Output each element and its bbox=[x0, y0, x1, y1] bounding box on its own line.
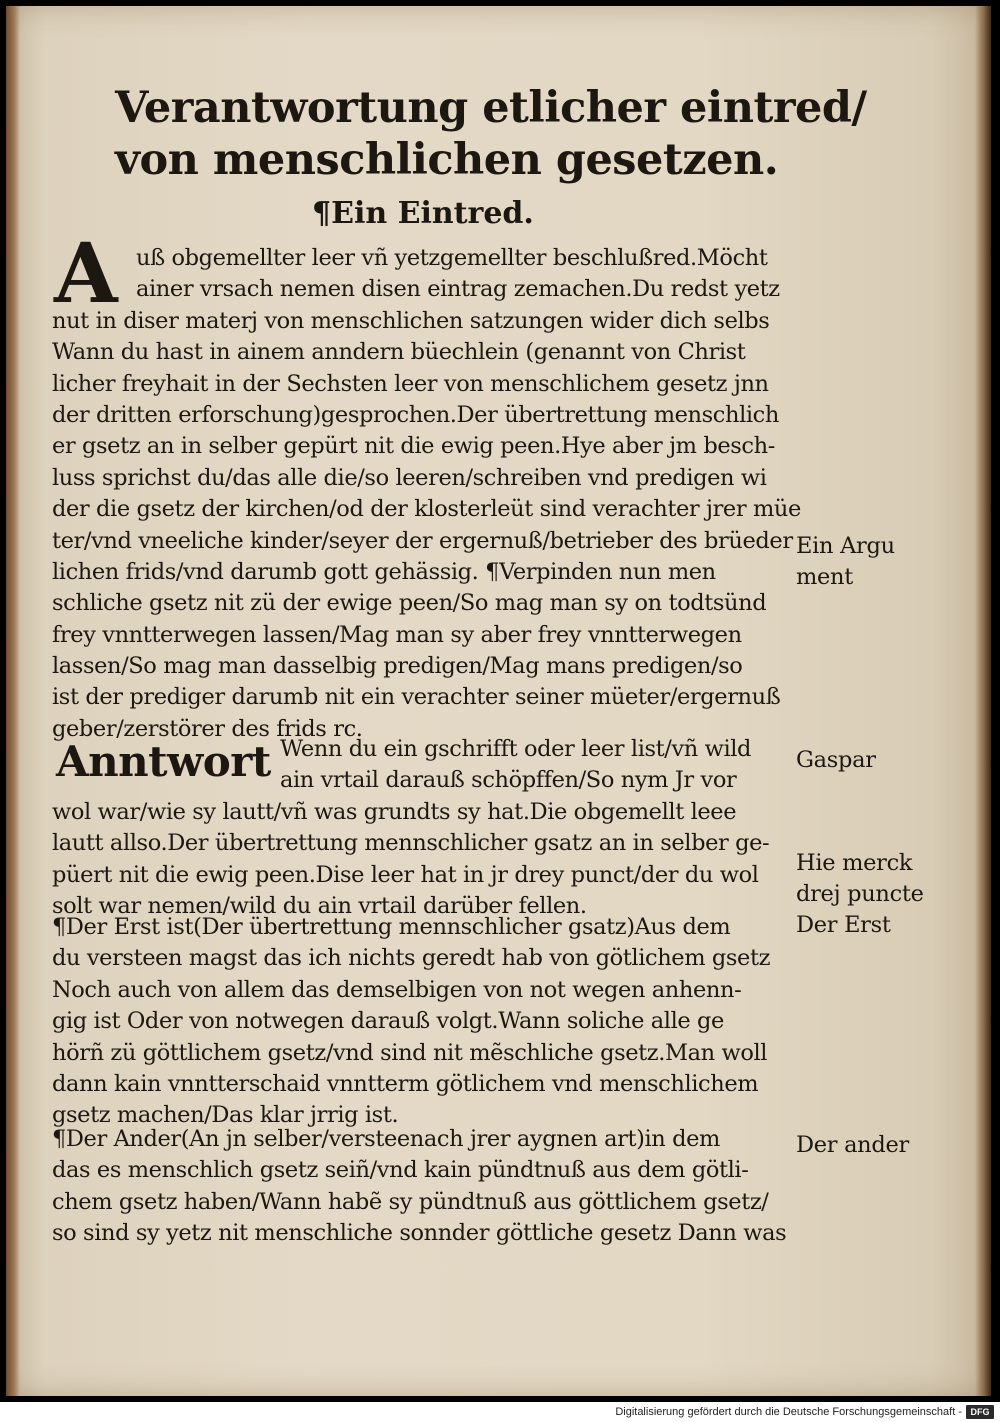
dfg-logo: DFG bbox=[966, 1405, 994, 1419]
text-line: uß obgemellter leer vñ yetzgemellter beschlußred.Möcht bbox=[136, 245, 768, 271]
section-heading: ¶Ein Eintred. bbox=[312, 196, 534, 231]
text-line: ain vrtail darauß schöpffen/So nym Jr vor bbox=[280, 767, 737, 794]
answer-heading: Anntwort bbox=[56, 737, 271, 786]
title-line: Verantwortung etlicher eintred/ bbox=[115, 83, 867, 133]
text-line: ¶Der Ander(An jn selber/versteenach jrer aygnen art)in dem bbox=[52, 1126, 720, 1152]
title-line: von menschlichen gesetzen. bbox=[115, 135, 779, 185]
text-line: Wann du hast in ainem anndern büechlein (genannt von Christ bbox=[52, 339, 746, 366]
margin-note-ander bbox=[796, 1130, 976, 1161]
text-line: licher freyhait in der Sechsten leer von menschlichem gesetz jnn bbox=[52, 370, 769, 397]
margin-note-argument bbox=[796, 531, 976, 593]
text-line: lautt allso.Der übertrettung mennschlicher gsatz an in selber ge- bbox=[52, 830, 770, 857]
margin-note-line: Gaspar bbox=[796, 747, 876, 773]
text-line: wol war/wie sy lautt/vñ was grundts sy hat.Die obgemellt leee bbox=[52, 798, 737, 825]
text-line: Wenn du ein gschrifft oder leer list/vñ wild bbox=[280, 736, 752, 762]
text-line: ainer vrsach nemen disen eintrag zemachen.Du redst yetz bbox=[136, 276, 780, 303]
margin-note-gaspar bbox=[796, 745, 976, 776]
margin-note-line: Ein Argu bbox=[796, 533, 895, 559]
text-line: nut in diser materj von menschlichen satzungen wider dich selbs bbox=[52, 307, 770, 334]
margin-note-line: Der ander bbox=[796, 1132, 909, 1158]
text-line: gig ist Oder von notwegen darauß volgt.Wann soliche alle ge bbox=[52, 1008, 724, 1035]
margin-note-line: Der Erst bbox=[796, 912, 891, 938]
text-line: du versteen magst das ich nichts geredt hab von götlichem gsetz bbox=[52, 945, 771, 972]
page-title bbox=[115, 82, 867, 186]
text-line: solt war nemen/wild du ain vrtail darüber fellen. bbox=[52, 892, 587, 919]
initial-letter: A bbox=[54, 226, 118, 322]
page-left-edge bbox=[6, 6, 20, 1396]
funding-credit: Digitalisierung gefördert durch die Deutsche Forschungsgemeinschaft - bbox=[615, 1406, 962, 1418]
text-line: so sind sy yetz nit menschliche sonnder göttliche gesetz Dann was bbox=[52, 1220, 787, 1247]
text-line: der die gsetz der kirchen/od der klosterleüt sind verachter jrer müe bbox=[52, 496, 801, 523]
text-line: dann kain vnntterschaid vnntterm götlichem vnd menschlichem bbox=[52, 1070, 759, 1097]
text-line: chem gsetz haben/Wann habẽ sy pündtnuß aus göttlichem gsetz/ bbox=[52, 1188, 769, 1215]
text-line: schliche gsetz nit zü der ewige peen/So mag man sy on todtsünd bbox=[52, 590, 767, 617]
footer-bar bbox=[0, 1402, 1000, 1422]
text-line: frey vnntterwegen lassen/Mag man sy aber frey vnntterwegen bbox=[52, 621, 742, 648]
margin-note-line: Hie merck bbox=[796, 850, 913, 876]
text-line: hörñ zü göttlichem gsetz/vnd sind nit mẽschliche gsetz.Man woll bbox=[52, 1039, 768, 1066]
paragraph-1 bbox=[52, 243, 801, 745]
paragraph-4 bbox=[52, 1124, 792, 1250]
text-line: gsetz machen/Das klar jrrig ist. bbox=[52, 1102, 399, 1129]
text-line: ¶Der Erst ist(Der übertrettung mennschlicher gsatz)Aus dem bbox=[52, 914, 731, 940]
text-line: püert nit die ewig peen.Dise leer hat in jr drey punct/der du wol bbox=[52, 861, 759, 888]
text-line: ter/vnd vneeliche kinder/seyer der ergernuß/betrieber des brüeder bbox=[52, 527, 793, 554]
margin-note-merck bbox=[796, 848, 976, 941]
margin-note-line: ment bbox=[796, 564, 853, 590]
paragraph-2 bbox=[52, 734, 792, 922]
page-right-edge bbox=[975, 6, 991, 1396]
text-line: ist der prediger darumb nit ein verachter seiner müeter/ergernuß bbox=[52, 684, 781, 711]
text-line: lichen frids/vnd darumb gott gehässig. ¶Verpinden nun men bbox=[52, 558, 716, 585]
text-line: geber/zerstörer des frids rc. bbox=[52, 715, 363, 742]
paragraph-3 bbox=[52, 912, 792, 1132]
text-line: er gsetz an in selber gepürt nit die ewig peen.Hye aber jm besch- bbox=[52, 433, 775, 460]
margin-note-line: drej puncte bbox=[796, 881, 924, 907]
text-line: Noch auch von allem das demselbigen von not wegen anhenn- bbox=[52, 976, 742, 1003]
text-line: lassen/So mag man dasselbig predigen/Mag mans predigen/so bbox=[52, 653, 743, 680]
text-line: luss sprichst du/das alle die/so leeren/schreiben vnd predigen wi bbox=[52, 464, 767, 491]
text-line: der dritten erforschung)gesprochen.Der übertrettung menschlich bbox=[52, 401, 779, 428]
text-line: das es menschlich gsetz seiñ/vnd kain pündtnuß aus dem götli- bbox=[52, 1157, 749, 1184]
